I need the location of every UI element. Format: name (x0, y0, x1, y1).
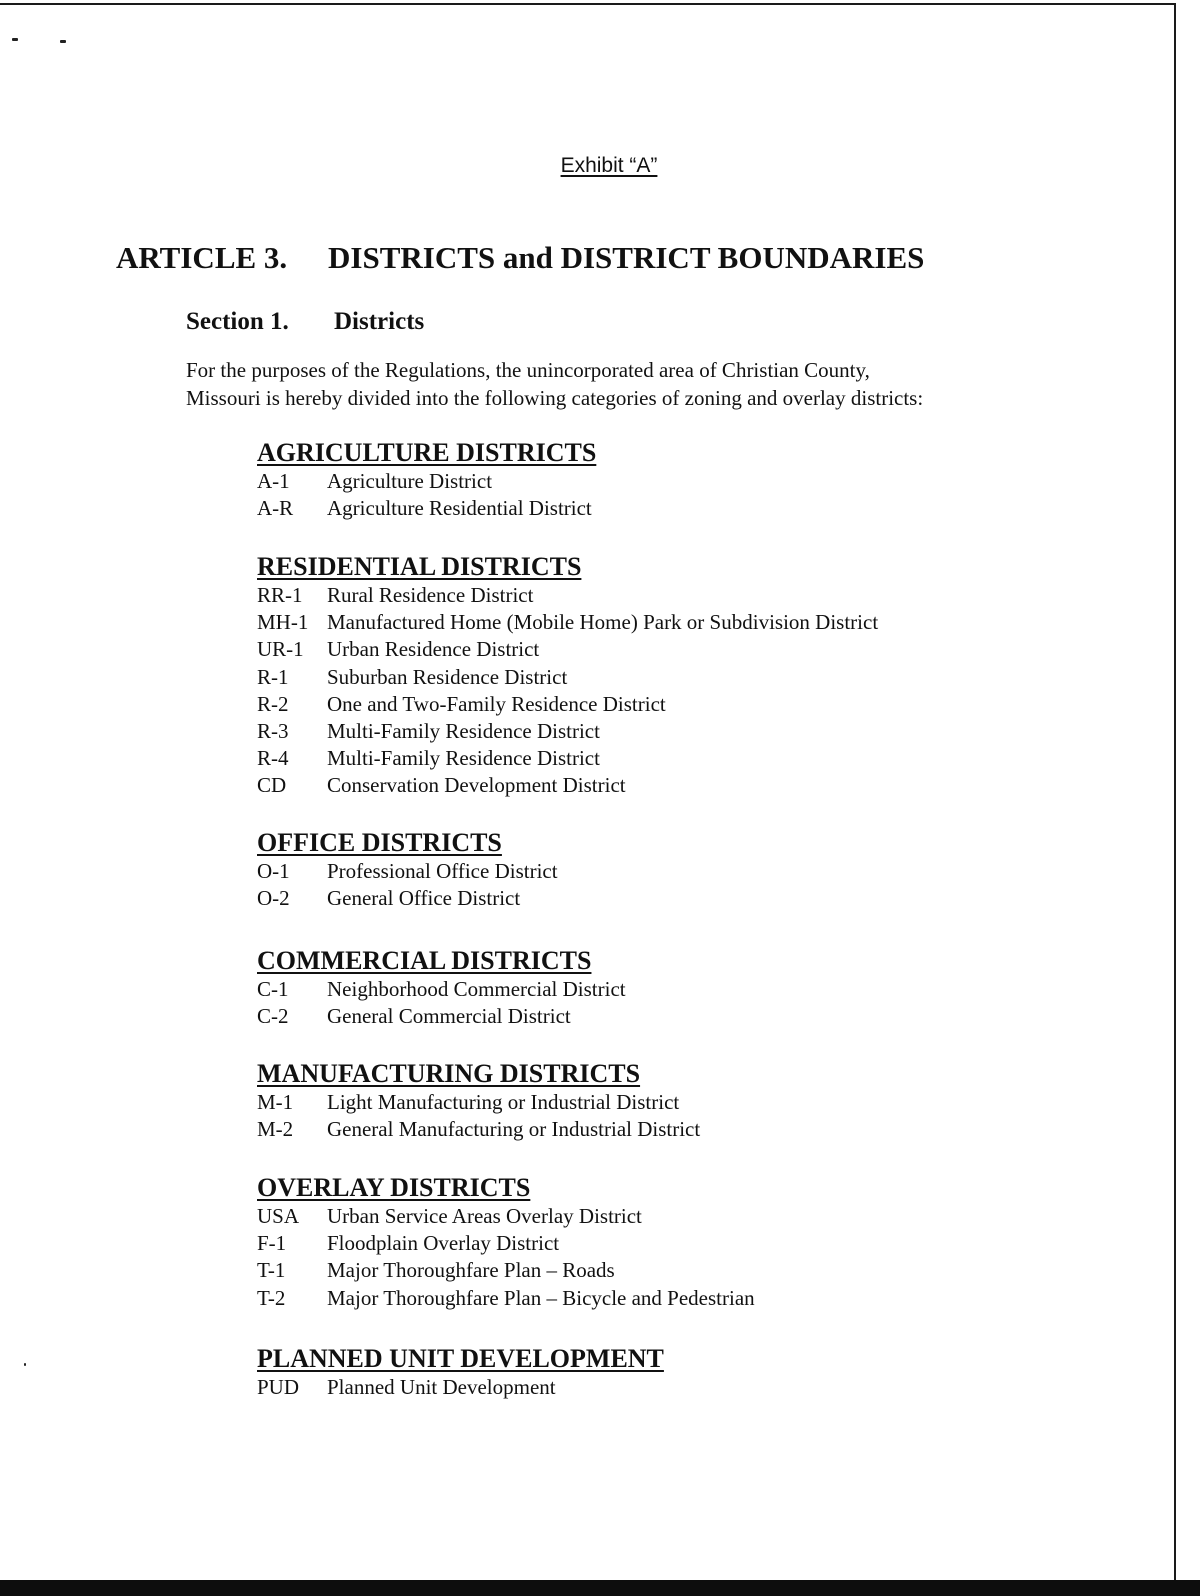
district-item (257, 885, 558, 912)
scan-edge-top (0, 3, 1176, 5)
district-group-manufacturing (257, 1059, 700, 1143)
district-name: Agriculture Residential District (327, 496, 592, 521)
scan-speck (24, 1363, 26, 1366)
district-code: UR-1 (257, 637, 304, 662)
district-code: C-1 (257, 977, 289, 1001)
group-title: RESIDENTIAL DISTRICTS (257, 552, 582, 581)
district-item (257, 718, 878, 745)
district-code: MH-1 (257, 610, 309, 635)
district-code: CD (257, 773, 287, 798)
district-item (257, 609, 878, 636)
district-item (257, 636, 878, 663)
district-item (257, 1230, 755, 1257)
district-code: F-1 (257, 1231, 287, 1256)
section-number: Section 1. (186, 308, 289, 335)
district-item (257, 664, 878, 691)
district-group-agriculture (257, 438, 596, 522)
district-name: General Office District (327, 886, 521, 911)
district-code: R-3 (257, 719, 289, 744)
district-name: One and Two-Family Residence District (327, 691, 666, 716)
district-name: Planned Unit Development (327, 1375, 556, 1399)
article-title: DISTRICTS and DISTRICT BOUNDARIES (328, 240, 925, 275)
scan-speck (60, 40, 66, 43)
district-name: Light Manufacturing or Industrial District (327, 1090, 680, 1114)
district-name: Multi-Family Residence District (327, 746, 600, 771)
district-name: Agriculture District (327, 469, 493, 493)
district-code: R-4 (257, 746, 289, 771)
district-group-commercial (257, 946, 626, 1030)
district-name: Manufactured Home (Mobile Home) Park or Subdivision District (327, 610, 879, 635)
district-item (257, 772, 878, 799)
district-group-overlay (257, 1173, 755, 1312)
district-name: Conservation Development District (327, 773, 626, 798)
scan-edge-right (1174, 3, 1176, 1583)
district-code: T-2 (257, 1285, 286, 1310)
district-code: A-R (257, 496, 294, 521)
group-title: COMMERCIAL DISTRICTS (257, 946, 592, 975)
district-code: C-2 (257, 1004, 289, 1029)
district-name: General Manufacturing or Industrial District (327, 1117, 701, 1142)
section-title: Districts (334, 308, 425, 335)
district-group-pud (257, 1344, 664, 1401)
group-title: OFFICE DISTRICTS (257, 828, 502, 857)
district-code: R-1 (257, 664, 289, 689)
district-code: O-2 (257, 886, 290, 911)
district-item (257, 1374, 664, 1401)
district-name: Urban Service Areas Overlay District (327, 1204, 642, 1228)
scan-speck (12, 38, 18, 41)
district-name: Suburban Residence District (327, 664, 568, 689)
district-code: PUD (257, 1375, 300, 1399)
district-item (257, 1089, 700, 1116)
group-title: MANUFACTURING DISTRICTS (257, 1059, 641, 1088)
district-item (257, 495, 596, 522)
district-item (257, 976, 626, 1003)
district-code: RR-1 (257, 583, 303, 607)
district-name: Professional Office District (327, 859, 558, 883)
district-code: A-1 (257, 469, 290, 493)
article-number: ARTICLE 3. (116, 240, 288, 275)
district-name: General Commercial District (327, 1004, 571, 1029)
district-code: O-1 (257, 859, 290, 883)
district-item (257, 468, 596, 495)
district-group-office (257, 828, 558, 912)
district-item (257, 1285, 755, 1312)
section-heading (186, 308, 424, 336)
district-name: Urban Residence District (327, 637, 540, 662)
district-item (257, 691, 878, 718)
district-item (257, 1003, 626, 1030)
district-group-residential (257, 552, 878, 800)
district-item (257, 858, 558, 885)
district-name: Major Thoroughfare Plan – Bicycle and Pedestrian (327, 1285, 755, 1310)
district-name: Neighborhood Commercial District (327, 977, 626, 1001)
district-code: USA (257, 1204, 300, 1228)
district-item (257, 1203, 755, 1230)
district-name: Floodplain Overlay District (327, 1231, 560, 1256)
article-heading (116, 240, 924, 276)
intro-line: Missouri is hereby divided into the following categories of zoning and overlay districts: (186, 386, 924, 410)
district-name: Multi-Family Residence District (327, 719, 600, 744)
district-code: R-2 (257, 691, 289, 716)
district-code: T-1 (257, 1258, 286, 1283)
intro-line: For the purposes of the Regulations, the unincorporated area of Christian County, (186, 358, 870, 382)
district-code: M-1 (257, 1090, 294, 1114)
group-title: AGRICULTURE DISTRICTS (257, 438, 597, 467)
district-code: M-2 (257, 1117, 294, 1142)
district-name: Rural Residence District (327, 583, 534, 607)
scan-edge-bottom (0, 1580, 1200, 1596)
district-name: Major Thoroughfare Plan – Roads (327, 1258, 615, 1283)
district-item (257, 745, 878, 772)
group-title: PLANNED UNIT DEVELOPMENT (257, 1344, 664, 1373)
exhibit-label: Exhibit “A” (560, 154, 658, 177)
district-item (257, 582, 878, 609)
group-title: OVERLAY DISTRICTS (257, 1173, 531, 1202)
district-item (257, 1116, 700, 1143)
intro-paragraph (186, 356, 1046, 412)
district-item (257, 1257, 755, 1284)
